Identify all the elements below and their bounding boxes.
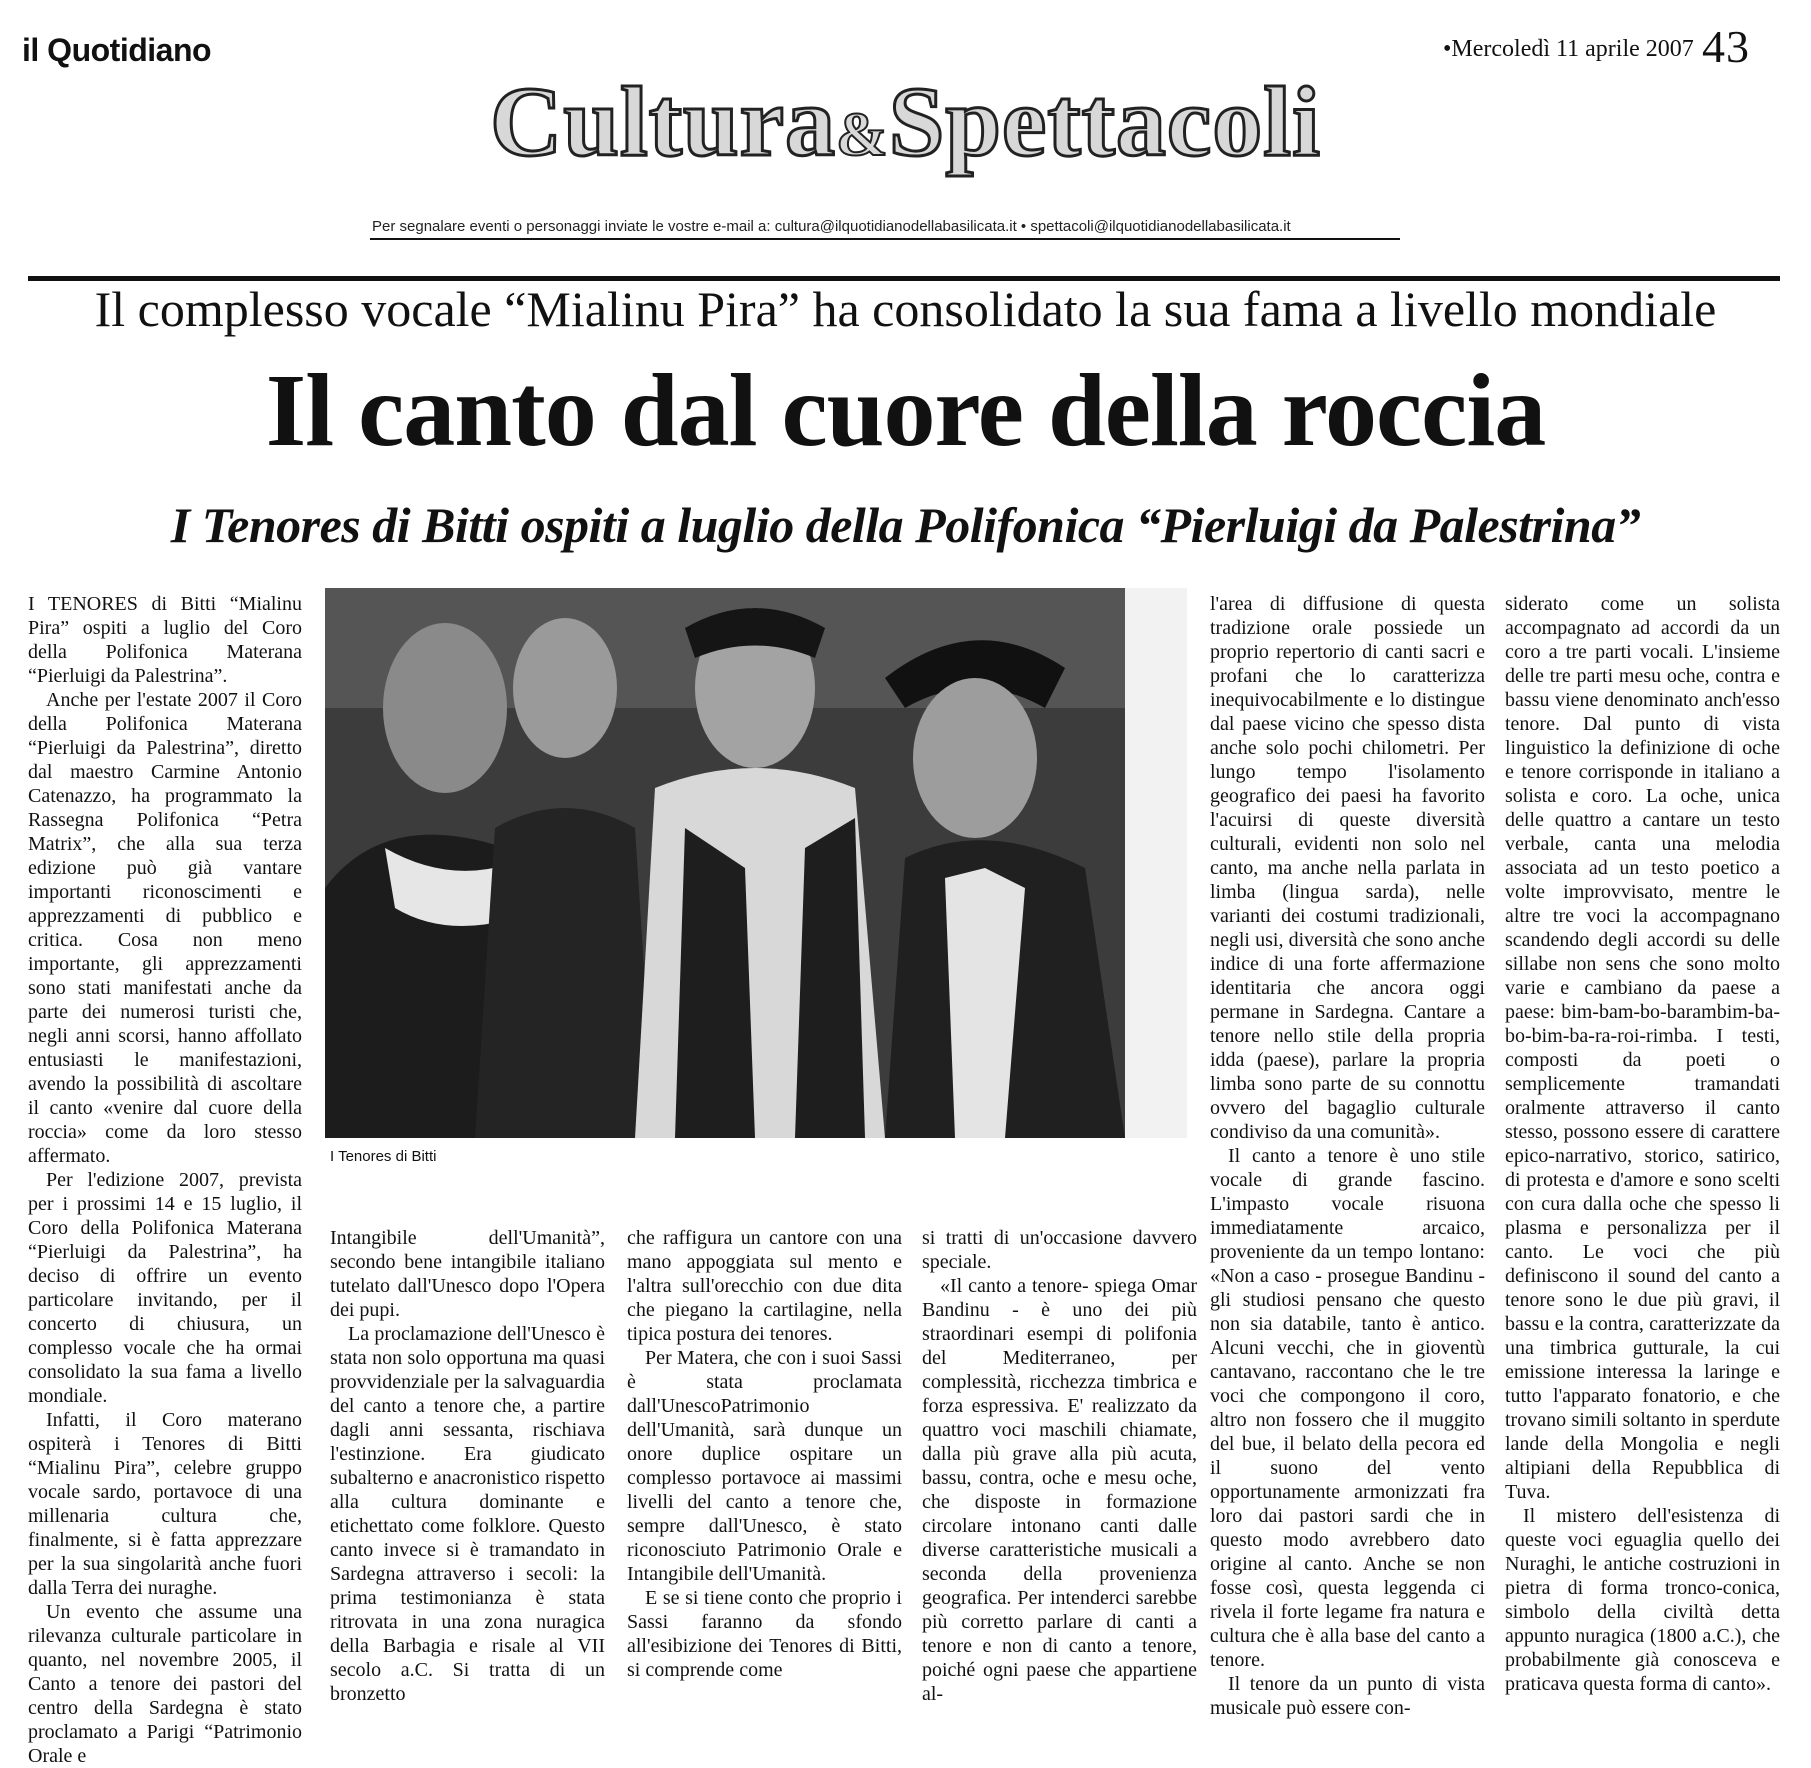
article-column-1 [28, 592, 302, 1768]
paragraph: che raffigura un cantore con una mano appoggiata sul mento e l'altra sull'orecchio con due dita che piegano la cartilagine, nella tipica postura dei tenores. [627, 1227, 902, 1345]
article-headline: Il canto dal cuore della roccia [265, 353, 1546, 468]
paragraph: Intangibile dell'Umanità”, secondo bene intangibile italiano tutelato dall'Unesco dopo l'Opera dei pupi. [330, 1227, 605, 1321]
section-rule [370, 238, 1400, 240]
paragraph: Per l'edizione 2007, prevista per i prossimi 14 e 15 luglio, il Coro della Polifonica Materana “Pierluigi da Palestrina”, ha deciso di offrire un evento particolare invitando, per il concerto di chiusura, un complesso vocale che ha ormai consolidato la sua fama a livello mondiale. [28, 1169, 302, 1407]
paragraph: Il mistero dell'esistenza di queste voci eguaglia quello dei Nuraghi, le antiche costruzioni in pietra di forma tronco-conica, simbolo della civiltà detta appunto nuragica (1800 a.C.), che probabilmente già conosceva e praticava questa forma di canto». [1505, 1505, 1780, 1695]
paragraph: Il canto a tenore è uno stile vocale di grande fascino. L'impasto vocale risuona immediatamente arcaico, proveniente da un tempo lontano: «Non a caso - prosegue Bandinu - gli studiosi pensano che questo non sia databile, tanto è antico. Alcuni vecchi, che in gioventù cantavano, raccontano che le tre voci che compongono il coro, altro non fossero che il muggito del bue, il belato della pecora ed il suono del vento opportunamente armonizzati fra loro dai pastori sardi che in questo modo avrebbero dato origine al canto. Anche se non fosse così, questa leggenda ci rivela il forte legame fra natura e cultura che è alla base del canto a tenore. [1210, 1145, 1485, 1671]
paragraph: La proclamazione dell'Unesco è stata non solo opportuna ma quasi provvidenziale per la salvaguardia del canto a tenore che, a partire dagli anni sessanta, rischiava l'estinzione. Era giudicato subalterno e anacronistico rispetto alla cultura dominante e etichettato come folklore. Questo canto invece si è tramandato in Sardegna attraverso i secoli: la prima testimonianza è stata ritrovata in una zona nuragica della Barbagia e risale al VII secolo a.C. Si tratta di un bronzetto [330, 1323, 605, 1705]
paragraph: E se si tiene conto che proprio i Sassi faranno da sfondo all'esibizione dei Tenores di Bitti, si comprende come [627, 1587, 902, 1681]
paragraph: Per Matera, che con i suoi Sassi è stata proclamata dall'UnescoPatrimonio dell'Umanità, sarà dunque un onore duplice ospitare un complesso portavoce ai massimi livelli del canto a tenore che, sempre dall'Unesco, è stato riconosciuto Patrimonio Orale e Intangibile dell'Umanità. [627, 1347, 902, 1585]
paragraph: I TENORES di Bitti “Mialinu Pira” ospiti a luglio del Coro della Polifonica Materana “Pierluigi da Palestrina”. [28, 593, 302, 687]
article-column-4 [922, 1226, 1197, 1706]
paragraph: Un evento che assume una rilevanza culturale particolare in quanto, nel novembre 2005, il Canto a tenore dei pastori del centro della Sardegna è stato proclamato a Parigi “Patrimonio Orale e [28, 1601, 302, 1767]
contact-line: Per segnalare eventi o personaggi inviate le vostre e-mail a: cultura@ilquotidianodellabasilicata.it • spettacoli@ilquotidianodellabasilicata.it [372, 218, 1291, 235]
article-column-3 [627, 1226, 902, 1682]
article-subhead: I Tenores di Bitti ospiti a luglio della Polifonica “Pierluigi da Palestrina” [170, 497, 1641, 553]
article-column-5 [1210, 592, 1485, 1720]
article-kicker: Il complesso vocale “Mialinu Pira” ha consolidato la sua fama a livello mondiale [94, 281, 1717, 337]
paragraph: Il tenore da un punto di vista musicale può essere con- [1210, 1673, 1485, 1719]
photo-caption: I Tenores di Bitti [330, 1148, 437, 1165]
paragraph: siderato come un solista accompagnato ad accordi da un coro a tre parti vocali. L'insieme delle tre parti mesu oche, contra e bassu viene denominato anch'esso tenore. Dal punto di vista linguistico la definizione di oche e tenore corrisponde in italiano a solista e coro. La oche, unica delle quattro a cantare un testo verbale, canta una melodia associata ad un testo poetico a volte improvvisato, mentre le altre tre voci la accompagnano scandendo degli accordi su delle sillabe non sens che sono molto varie e cambiano da paese a paese: bim-bam-bo-barambim-ba-bo-bim-ba-ra-roi-rimba. I testi, composti da poeti o semplicemente tramandati oralmente attraverso il canto stesso, possono essere di carattere epico-narrativo, storico, satirico, di protesta e d'amore e sono scelti con cura dalla oche che spesso li plasma e personalizza per il canto. Le voci che più definiscono il sound del canto a tenore sono le due più gravi, il bassu e la contra, caratterizzate da una timbrica gutturale, la cui emissione interessa la laringe e tutto l'apparato fonatorio, e che trovano simili soltanto in sperdute lande della Mongolia e negli altipiani della Repubblica di Tuva. [1505, 593, 1780, 1503]
paragraph: l'area di diffusione di questa tradizione orale possiede un proprio repertorio di canti sacri e profani che lo caratterizza inequivocabilmente e lo distingue dal paese vicino che spesso dista anche solo pochi chilometri. Per lungo tempo l'isolamento geografico dei paesi ha favorito l'acuirsi di queste diversità culturali, evidenti non solo nel canto, ma anche nella parlata in limba (lingua sarda), nelle varianti dei costumi tradizionali, negli usi, diversità che sono anche indice di una forte affermazione identitaria che ancora oggi permane in Sardegna. Cantare a tenore nello stile della propria idda (paese), parlare la propria limba sono parte de su connottu ovvero del bagaglio culturale condiviso da una comunità». [1210, 593, 1485, 1143]
section-title [0, 66, 1811, 177]
section-title-ampersand: & [836, 101, 889, 169]
issue-date: •Mercoledì 11 aprile 2007 [1443, 36, 1694, 62]
paragraph: si tratti di un'occasione davvero speciale. [922, 1227, 1197, 1273]
section-title-cultura: Cultura [490, 66, 837, 177]
paragraph: Infatti, il Coro materano ospiterà i Tenores di Bitti “Mialinu Pira”, celebre gruppo vocale sardo, portavoce di una millenaria cultura che, finalmente, si è fatta apprezzare per la sua singolarità anche fuori dalla Terra dei nuraghe. [28, 1409, 302, 1599]
paragraph: «Il canto a tenore- spiega Omar Bandinu - è uno dei più straordinari esempi di polifonia del Mediterraneo, per complessità, ricchezza timbrica e forza espressiva. E' realizzato da quattro voci maschili chiamate, dalla più grave alla più acuta, bassu, contra, oche e mesu oche, che disposte in formazione circolare intonano canti dalle diverse caratteristiche musicali a seconda della provenienza geografica. Per intenderci sarebbe più corretto parlare di canti a tenore e non di canto a tenore, poiché ogni paese che appartiene al- [922, 1275, 1197, 1705]
page-number: 43 [1702, 21, 1750, 72]
paragraph: Anche per l'estate 2007 il Coro della Polifonica Materana “Pierluigi da Palestrina”, diretto dal maestro Carmine Antonio Catenazzo, ha programmato la Rassegna Polifonica “Petra Matrix”, che alla sua terza edizione può già vantare importanti riconoscimenti e apprezzamenti di pubblico e critica. Cosa non meno importante, gli apprezzamenti sono stati manifestati anche da parte dei numerosi turisti che, negli anni scorsi, hanno affollato entusiasti le manifestazioni, avendo la possibilità di ascoltare il canto «venire dal cuore della roccia» come da loro stesso affermato. [28, 689, 302, 1167]
tenores-photo-illustration [325, 588, 1187, 1138]
article-column-6 [1505, 592, 1780, 1696]
article-photo [325, 588, 1187, 1138]
section-title-spettacoli: Spettacoli [888, 66, 1321, 177]
article-column-2 [330, 1226, 605, 1706]
masthead-logo: il Quotidiano [22, 32, 212, 68]
